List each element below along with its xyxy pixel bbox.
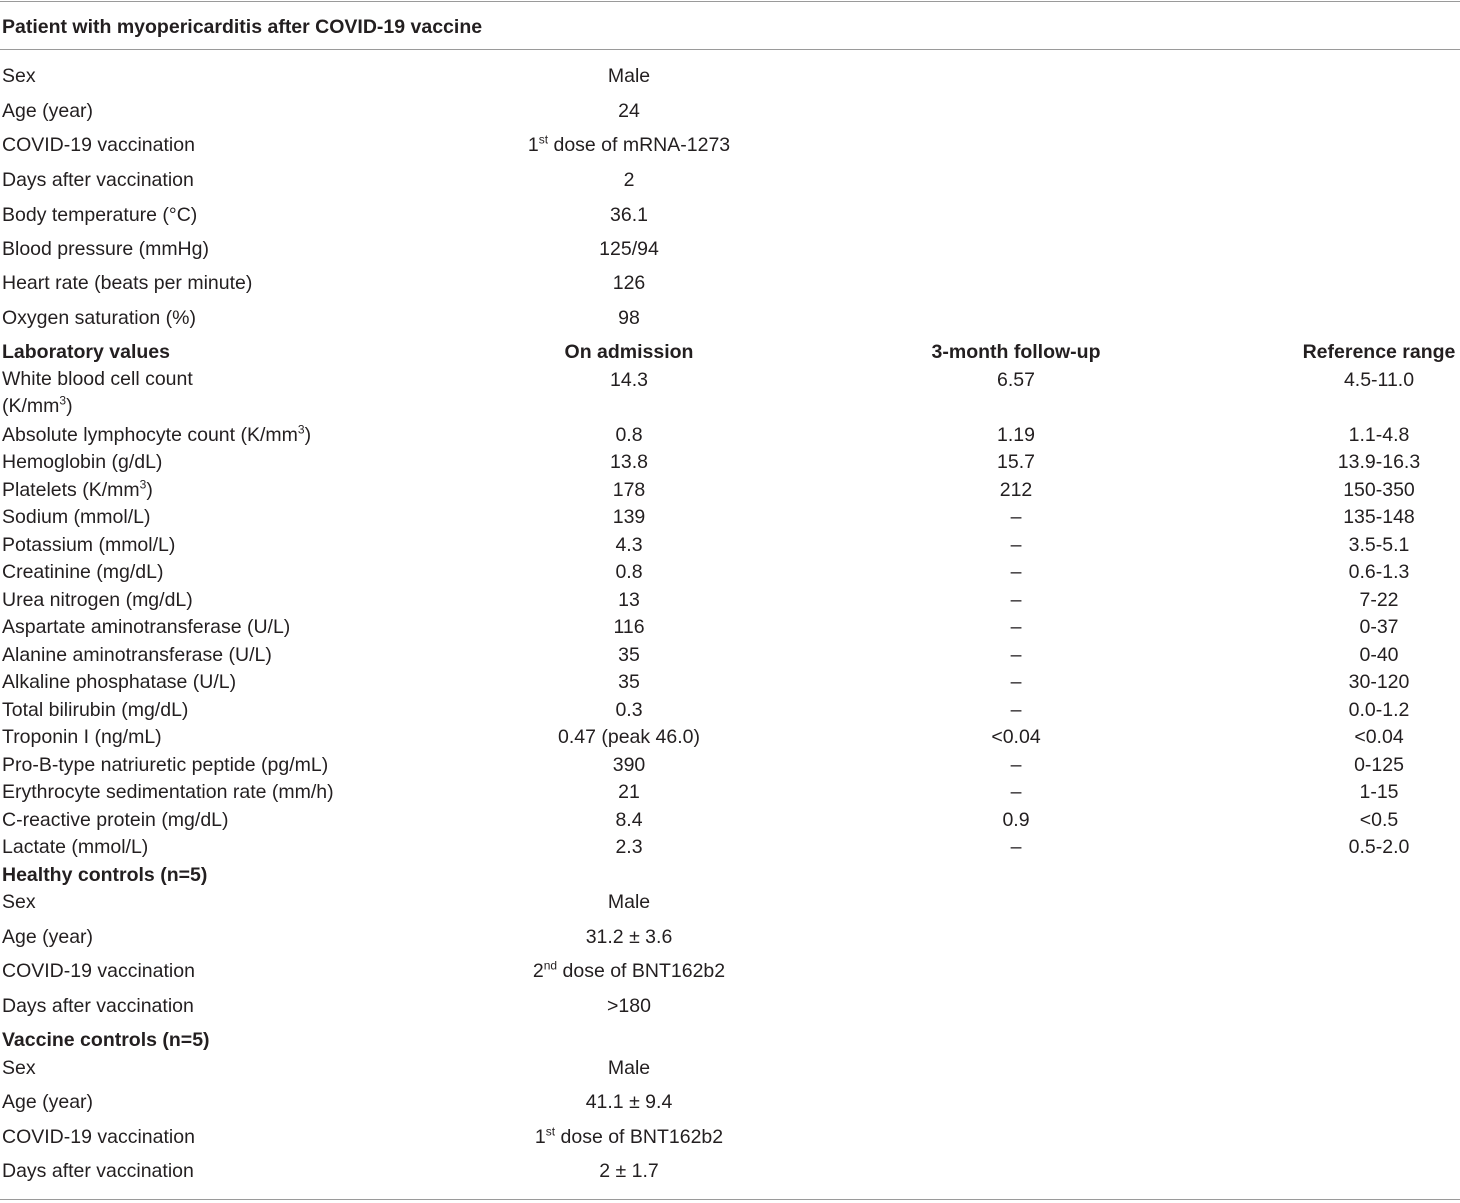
lab-admission: 139 xyxy=(612,506,646,528)
lab-label: Aspartate aminotransferase (U/L) xyxy=(2,616,291,638)
lab-followup: 6.57 xyxy=(997,369,1035,391)
lab-followup: – xyxy=(1010,506,1022,528)
lab-reference: 4.5-11.0 xyxy=(1343,369,1415,391)
lab-label: C-reactive protein (mg/dL) xyxy=(2,809,229,831)
lab-header-followup: 3-month follow-up xyxy=(931,341,1101,363)
title-rule xyxy=(0,49,1460,50)
lab-label: Alkaline phosphatase (U/L) xyxy=(2,671,237,693)
lab-reference: 0-125 xyxy=(1354,754,1404,776)
lab-followup: – xyxy=(1010,534,1022,556)
lab-admission: 35 xyxy=(618,671,640,693)
lab-admission: 13.8 xyxy=(610,451,648,473)
lab-header-admission: On admission xyxy=(564,341,694,363)
lab-header-label: Laboratory values xyxy=(2,341,170,363)
lab-label: Absolute lymphocyte count $(K/mm^3)$ xyxy=(2,422,312,446)
patient-temperature-label: Body temperature (°C) xyxy=(2,204,198,226)
patient-age-label: Age (year) xyxy=(2,100,94,122)
lab-followup: – xyxy=(1010,644,1022,666)
patient-blood-pressure-label: Blood pressure (mmHg) xyxy=(2,238,209,260)
lab-admission: 35 xyxy=(618,644,640,666)
lab-label: Lactate (mmol/L) xyxy=(2,836,149,858)
healthy-controls-header: Healthy controls (n=5) xyxy=(2,864,208,886)
lab-label: Creatinine (mg/dL) xyxy=(2,561,164,583)
healthy-vaccination-label: COVID-19 vaccination xyxy=(2,960,195,982)
lab-reference: 1.1-4.8 xyxy=(1348,424,1410,446)
lab-followup: <0.04 xyxy=(991,726,1041,748)
lab-label: Alanine aminotransferase (U/L) xyxy=(2,644,272,666)
lab-label: White blood cell count $(K/mm^3)$ xyxy=(2,368,193,417)
lab-admission: 178 xyxy=(612,479,646,501)
lab-reference: <0.5 xyxy=(1359,809,1399,831)
lab-reference: 30-120 xyxy=(1348,671,1410,693)
lab-admission: 0.8 xyxy=(615,424,643,446)
vaccine-sex-value: Male xyxy=(607,1057,651,1079)
lab-followup: – xyxy=(1010,589,1022,611)
patient-heart-rate-label: Heart rate (beats per minute) xyxy=(2,272,253,294)
healthy-days-value: >180 xyxy=(607,995,651,1017)
lab-admission: 4.3 xyxy=(615,534,643,556)
lab-followup: – xyxy=(1010,671,1022,693)
lab-reference: 7-22 xyxy=(1359,589,1399,611)
lab-label: Sodium (mmol/L) xyxy=(2,506,151,528)
lab-admission: 390 xyxy=(612,754,646,776)
vaccine-sex-label: Sex xyxy=(2,1057,36,1079)
lab-reference: 150-350 xyxy=(1343,479,1415,501)
lab-label: Erythrocyte sedimentation rate (mm/h) xyxy=(2,781,334,803)
healthy-sex-label: Sex xyxy=(2,891,36,913)
lab-reference: 135-148 xyxy=(1343,506,1415,528)
lab-reference: 13.9-16.3 xyxy=(1337,451,1421,473)
lab-followup: 15.7 xyxy=(997,451,1035,473)
lab-label: Pro-B-type natriuretic peptide (pg/mL) xyxy=(2,754,329,776)
lab-followup: – xyxy=(1010,754,1022,776)
lab-followup: – xyxy=(1010,616,1022,638)
patient-age-value: 24 xyxy=(618,100,640,122)
vaccine-age-value: 41.1 ± 9.4 xyxy=(585,1091,673,1113)
lab-reference: 1-15 xyxy=(1359,781,1399,803)
lab-label: Platelets $(K/mm^3)$ xyxy=(2,477,153,501)
healthy-vaccination-value: 2nd dose of BNT162b2 xyxy=(532,958,726,982)
vaccine-days-value: 2 ± 1.7 xyxy=(599,1160,659,1182)
patient-oxygen-value: 98 xyxy=(618,307,640,329)
patient-blood-pressure-value: 125/94 xyxy=(599,238,659,260)
patient-heart-rate-value: 126 xyxy=(612,272,646,294)
healthy-days-label: Days after vaccination xyxy=(2,995,194,1017)
vaccine-vaccination-value: 1st dose of BNT162b2 xyxy=(534,1124,724,1148)
lab-reference: <0.04 xyxy=(1354,726,1404,748)
lab-admission: 14.3 xyxy=(610,369,648,391)
patient-sex-label: Sex xyxy=(2,65,36,87)
vaccine-days-label: Days after vaccination xyxy=(2,1160,194,1182)
lab-followup: – xyxy=(1010,781,1022,803)
lab-admission: 116 xyxy=(613,616,645,638)
lab-label: Troponin I (ng/mL) xyxy=(2,726,162,748)
lab-followup: – xyxy=(1010,561,1022,583)
vaccine-controls-header: Vaccine controls (n=5) xyxy=(2,1029,210,1051)
lab-admission: 0.3 xyxy=(615,699,643,721)
lab-admission: 21 xyxy=(618,781,640,803)
lab-reference: 0-40 xyxy=(1359,644,1399,666)
healthy-age-label: Age (year) xyxy=(2,926,94,948)
lab-label: Urea nitrogen (mg/dL) xyxy=(2,589,193,611)
table-title: Patient with myopericarditis after COVID-19 vaccine xyxy=(2,16,483,38)
lab-admission: 8.4 xyxy=(615,809,643,831)
healthy-sex-value: Male xyxy=(607,891,651,913)
patient-days-label: Days after vaccination xyxy=(2,169,194,191)
lab-admission: 0.8 xyxy=(615,561,643,583)
lab-admission: 13 xyxy=(618,589,640,611)
healthy-age-value: 31.2 ± 3.6 xyxy=(585,926,673,948)
lab-followup: 1.19 xyxy=(997,424,1035,446)
lab-reference: 0.6-1.3 xyxy=(1348,561,1410,583)
patient-temperature-value: 36.1 xyxy=(610,204,648,226)
lab-header-reference: Reference range xyxy=(1302,341,1456,363)
lab-reference: 3.5-5.1 xyxy=(1348,534,1410,556)
bottom-rule xyxy=(0,1199,1460,1200)
patient-sex-value: Male xyxy=(607,65,651,87)
patient-vaccination-value: 1st dose of mRNA-1273 xyxy=(527,132,731,156)
lab-admission: 2.3 xyxy=(615,836,643,858)
lab-reference: 0.5-2.0 xyxy=(1348,836,1410,858)
patient-days-value: 2 xyxy=(623,169,635,191)
lab-followup: – xyxy=(1010,699,1022,721)
lab-reference: 0.0-1.2 xyxy=(1348,699,1410,721)
patient-oxygen-label: Oxygen saturation (%) xyxy=(2,307,197,329)
lab-admission: 0.47 (peak 46.0) xyxy=(557,726,701,748)
vaccine-vaccination-label: COVID-19 vaccination xyxy=(2,1126,195,1148)
lab-followup: – xyxy=(1010,836,1022,858)
lab-followup: 212 xyxy=(999,479,1033,501)
top-rule xyxy=(0,1,1460,2)
vaccine-age-label: Age (year) xyxy=(2,1091,94,1113)
lab-followup: 0.9 xyxy=(1002,809,1030,831)
lab-label: Potassium (mmol/L) xyxy=(2,534,176,556)
lab-reference: 0-37 xyxy=(1359,616,1399,638)
patient-vaccination-label: COVID-19 vaccination xyxy=(2,134,195,156)
lab-label: Hemoglobin (g/dL) xyxy=(2,451,163,473)
lab-label: Total bilirubin (mg/dL) xyxy=(2,699,189,721)
